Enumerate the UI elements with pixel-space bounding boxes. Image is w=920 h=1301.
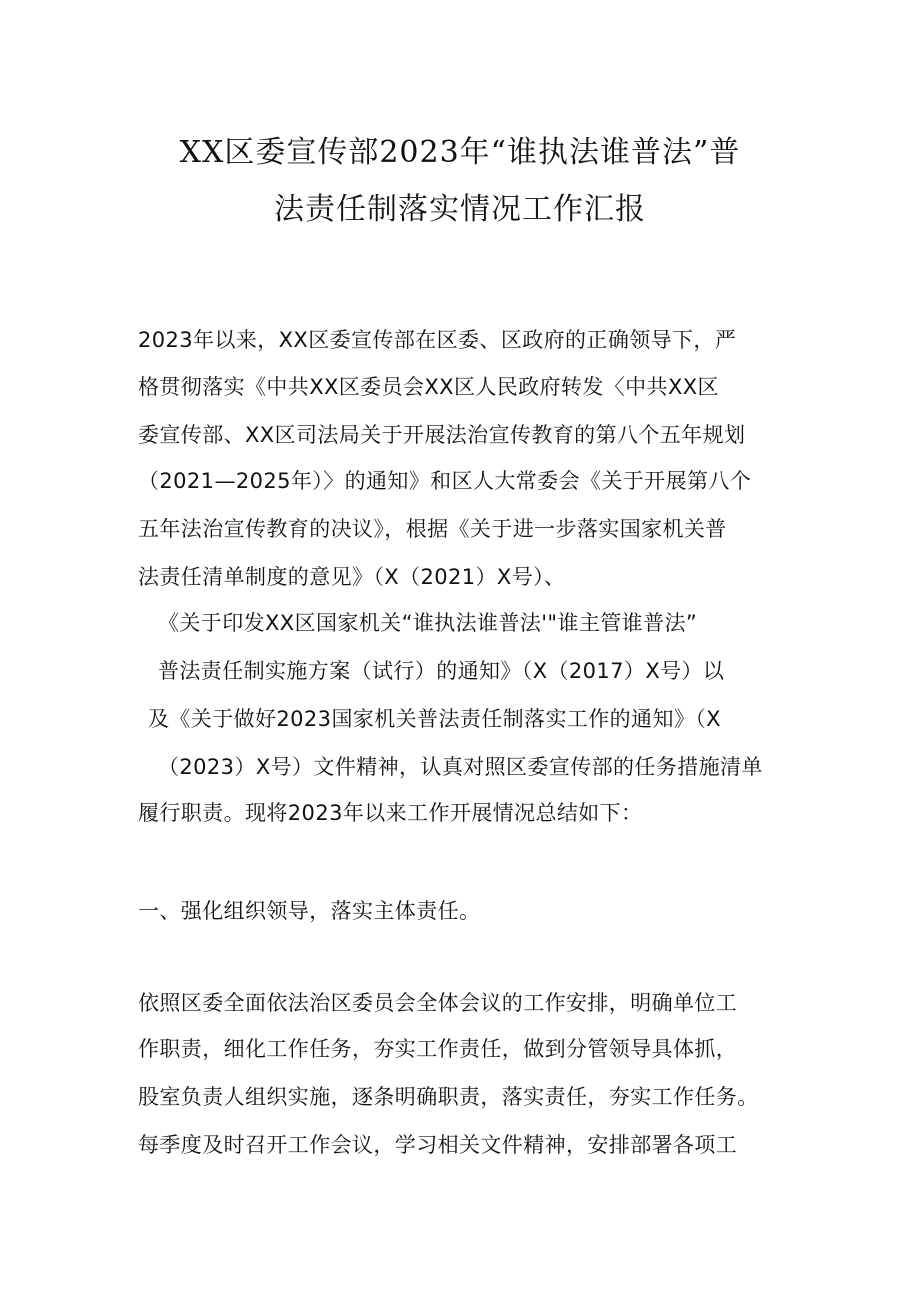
paragraph-1-line-1: 2023年以来，XX区委宣传部在区委、区政府的正确领导下，严: [138, 328, 737, 352]
paragraph-1-line-3: 委宣传部、XX区司法局关于开展法治宣传教育的第八个五年规划: [138, 423, 746, 447]
paragraph-1-line-4: （2021—2025年）〉的通知》和区人大常委会《关于开展第八个: [138, 469, 752, 493]
paragraph-2-line-2: 作职责，细化工作任务，夯实工作责任，做到分管领导具体抓，: [138, 1037, 738, 1061]
paragraph-1-line-9: 及《关于做好2023国家机关普法责任制落实工作的通知》（X: [148, 707, 721, 731]
paragraph-2-line-3: 股室负责人组织实施，逐条明确职责，落实责任，夯实工作任务。: [138, 1085, 759, 1109]
paragraph-1-line-10: （2023）X号）文件精神，认真对照区委宣传部的任务措施清单: [158, 755, 763, 779]
paragraph-1-line-5: 五年法治宣传教育的决议》，根据《关于进一步落实国家机关普: [138, 517, 727, 541]
document-title-line-2: 法责任制落实情况工作汇报: [274, 192, 646, 227]
paragraph-1-line-6: 法责任清单制度的意见》（X（2021）X号）、: [138, 565, 566, 589]
paragraph-2-line-1: 依照区委全面依法治区委员会全体会议的工作安排，明确单位工: [138, 991, 738, 1015]
paragraph-1-line-11: 履行职责。现将2023年以来工作开展情况总结如下：: [138, 801, 643, 825]
paragraph-2-line-4: 每季度及时召开工作会议，学习相关文件精神，安排部署各项工: [138, 1133, 738, 1157]
paragraph-1-line-2: 格贯彻落实《中共XX区委员会XX区人民政府转发〈中共XX区: [138, 375, 719, 399]
paragraph-1-line-7: 《关于印发XX区国家机关“谁执法谁普法'"谁主管谁普法”: [158, 611, 698, 635]
document-title-line-1: XX区委宣传部2023年“谁执法谁普法”普: [179, 135, 741, 170]
section-1-heading: 一、强化组织领导，落实主体责任。: [138, 899, 481, 923]
paragraph-1-line-8: 普法责任制实施方案（试行）的通知》（X（2017）X号）以: [158, 659, 725, 683]
